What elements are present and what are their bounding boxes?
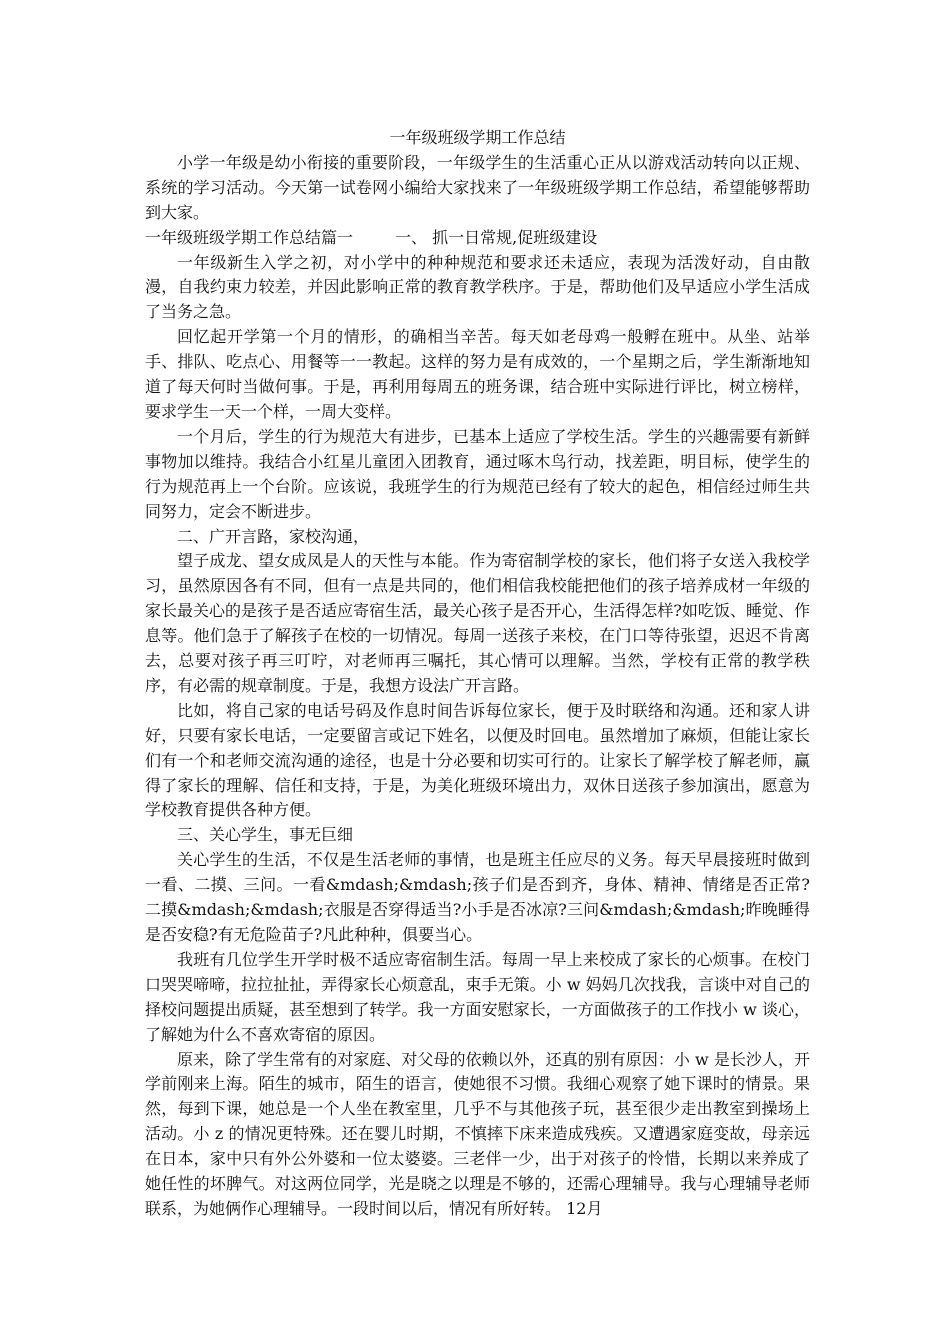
document-body bbox=[145, 126, 810, 1222]
document-title: 一年级班级学期工作总结 bbox=[389, 128, 566, 147]
intro-paragraph: 小学一年级是幼小衔接的重要阶段，一年级学生的生活重心正从以游戏活动转向以正规、系统的学习活动。今天第一试卷网小编给大家找来了一年级班级学期工作总结，希望能够帮助到大家。 bbox=[145, 152, 810, 222]
body-paragraph: 原来，除了学生常有的对家庭、对父母的依赖以外，还真的别有原因：小 w 是长沙人，开学前刚来上海。陌生的城市，陌生的语言，使她很不习惯。我细心观察了她下课时的情景。果然，每到下课，她总是一个人坐在教室里，几乎不与其他孩子玩，甚至很少走出教室到操场上活动。小 z 的情况更特殊。还在婴儿时期，不慎摔下床来造成残疾。又遭遇家庭变故，母亲远在日本，家中只有外公外婆和一位太婆婆。三老伴一少，出于对孩子的怜惜，长期以来养成了她任性的坏脾气。对这两位同学，光是晓之以理是不够的，还需心理辅导。我与心理辅导老师联系，为她俩作心理辅导。一段时间以后，情况有所好转。 12月 bbox=[145, 1049, 810, 1218]
section-heading: 三、关心学生，事无巨细 bbox=[177, 825, 354, 845]
body-paragraph: 望子成龙、望女成凤是人的天性与本能。作为寄宿制学校的家长，他们将子女送入我校学习，虽然原因各有不同，但有一点是共同的，他们相信我校能把他们的孩子培养成材一年级的家长最关心的是孩子是否适应寄宿生活，最关心孩子是否开心，生活得怎样?如吃饭、睡觉、作息等。他们急于了解孩子在校的一切情况。每周一送孩子来校，在门口等待张望，迟迟不肯离去，总要对孩子再三叮咛，对老师再三嘱托，其心情可以理解。当然，学校有正常的教学秩序，有必需的规章制度。于是，我想方设法广开言路。 bbox=[145, 551, 810, 695]
body-paragraph: 一年级新生入学之初，对小学中的种种规范和要求还未适应，表现为活泼好动，自由散漫，自我约束力较差，并因此影响正常的教育教学秩序。于是，帮助他们及早适应小学生活成了当务之急。 bbox=[145, 252, 810, 322]
part-title: 一年级班级学期工作总结篇一 bbox=[145, 227, 354, 247]
body-paragraph: 比如，将自己家的电话号码及作息时间告诉每位家长，便于及时联络和沟通。还和家人讲好，只要有家长电话，一定要留言或记下姓名，以便及时回电。虽然增加了麻烦，但能让家长们有一个和老师交流沟通的途径，也是十分必要和切实可行的。让家长了解学校了解老师，赢得了家长的理解、信任和支持，于是，为美化班级环境出力，双休日送孩子参加演出，愿意为学校教育提供各种方便。 bbox=[145, 700, 810, 820]
body-paragraph: 一个月后，学生的行为规范大有进步，已基本上适应了学校生活。学生的兴趣需要有新鲜事物加以维持。我结合小红星儿童团入团教育，通过啄木鸟行动，找差距，明目标，使学生的行为规范再上一个台阶。应该说，我班学生的行为规范已经有了较大的起色，相信经过师生共同努力，定会不断进步。 bbox=[145, 426, 810, 521]
first-heading: 一、 抓一日常规,促班级建设 bbox=[395, 227, 598, 247]
body-paragraph: 我班有几位学生开学时极不适应寄宿制生活。每周一早上来校成了家长的心烦事。在校门口哭哭啼啼，拉拉扯扯，弄得家长心烦意乱，束手无策。小 w 妈妈几次找我，言谈中对自己的择校问题提出质疑，甚至想到了转学。我一方面安慰家长，一方面做孩子的工作找小 w 谈心，了解她为什么不喜欢寄宿的原因。 bbox=[145, 949, 810, 1044]
body-paragraph: 回忆起开学第一个月的情形，的确相当辛苦。每天如老母鸡一般孵在班中。从坐、站举手、排队、吃点心、用餐等一一教起。这样的努力是有成效的，一个星期之后，学生渐渐地知道了每天何时当做何事。于是，再利用每周五的班务课，结合班中实际进行评比，树立榜样，要求学生一天一个样，一周大变样。 bbox=[145, 327, 810, 421]
section-heading: 二、广开言路，家校沟通， bbox=[177, 526, 370, 546]
body-paragraph: 关心学生的生活，不仅是生活老师的事情，也是班主任应尽的义务。每天早晨接班时做到一看、二摸、三问。一看&mdash;&mdash;孩子们是否到齐，身体、精神、情绪是否正常?二摸&mdash;&mdash;衣服是否穿得适当?小手是否冰凉?三问&mdash;&mdash;昨晚睡得是否安稳?有无危险苗子?凡此种种，俱要当心。 bbox=[145, 850, 810, 944]
section-header-line bbox=[145, 226, 810, 251]
